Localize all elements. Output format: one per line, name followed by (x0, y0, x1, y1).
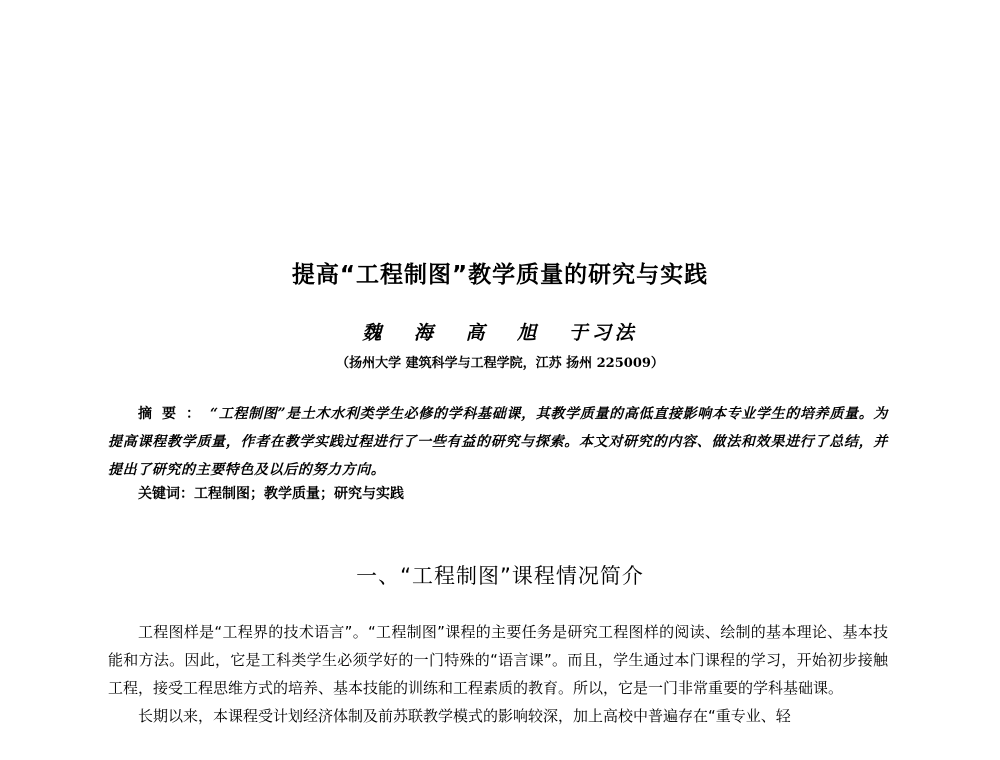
paper-authors: 魏 海 高 旭 于习法 (362, 322, 638, 344)
keywords: 关键词：工程制图；教学质量；研究与实践 (138, 486, 404, 502)
section-heading: 一、“工程制图”课程情况简介 (356, 564, 644, 588)
paper-title: 提高“工程制图”教学质量的研究与实践 (291, 262, 709, 288)
body-paragraph: 长期以来，本课程受计划经济体制及前苏联教学模式的影响较深，加上高校中普遍存在“重专业、轻 (138, 707, 791, 725)
body-paragraph: 工程图样是“工程界的技术语言”。“工程制图”课程的主要任务是研究工程图样的阅读、绘制的基本理论、基本技能和方法。因此，它是工科类学生必须学好的一门特殊的“语言课”。而且，学生通过本门课程的学习，开始初步接触工程，接受工程思维方式的培养、基本技能的训练和工程素质的教育。所以，它是一门非常重要的学科基础课。 (108, 623, 888, 697)
abstract-text: “工程制图”是土木水利类学生必修的学科基础课，其教学质量的高低直接影响本专业学生的培养质量。为提高课程教学质量，作者在教学实践过程进行了一些有益的研究与探索。本文对研究的内容、做法和效果进行了总结，并提出了研究的主要特色及以后的努力方向。 (108, 406, 888, 478)
abstract (108, 400, 888, 484)
body-text (108, 618, 888, 730)
abstract-label: 摘要： (138, 406, 210, 422)
author-affiliation: （扬州大学 建筑科学与工程学院，江苏 扬州 225009） (336, 356, 664, 371)
